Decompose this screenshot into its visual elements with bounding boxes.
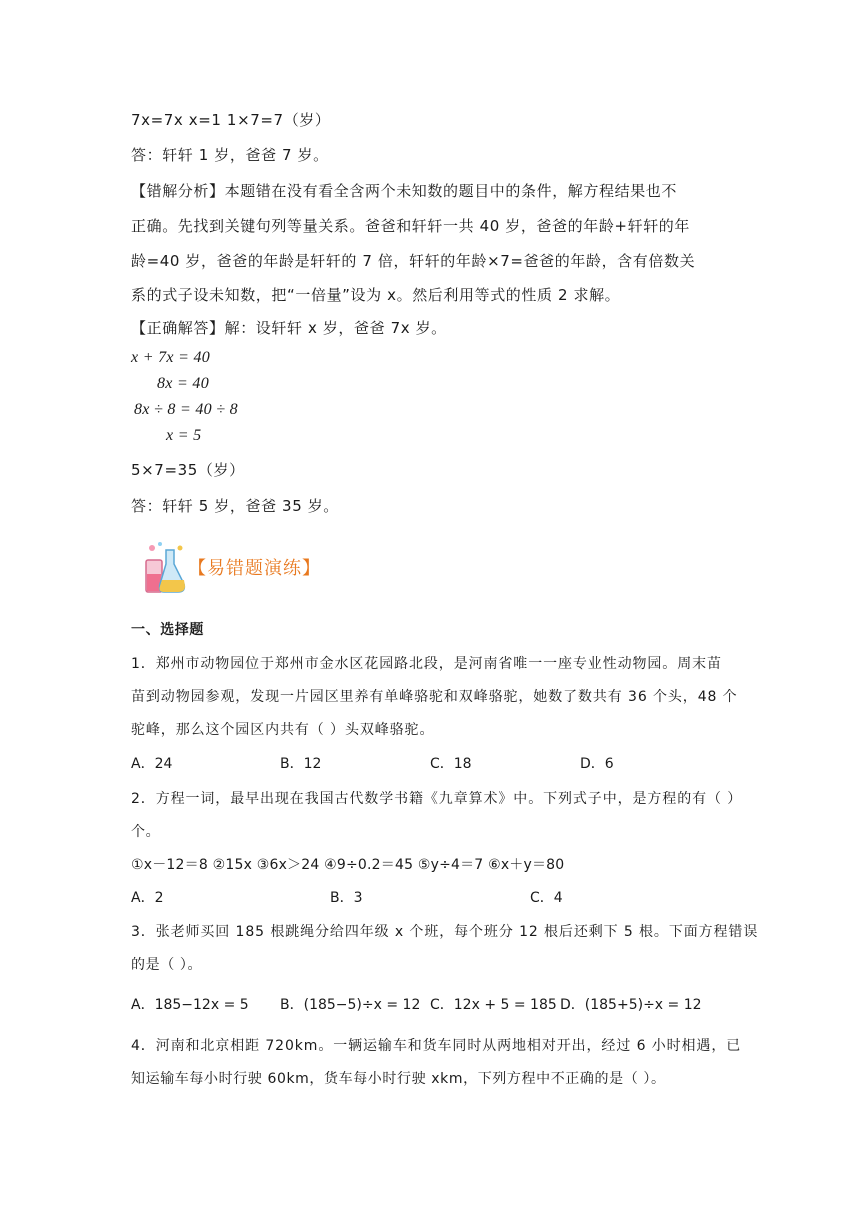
q4-line-2: 知运输车每小时行驶 60km，货车每小时行驶 xkm，下列方程中不正确的是（ ）。 [131, 1071, 666, 1087]
q3-option-b: B．(185−5)÷x = 12 [280, 997, 421, 1013]
line-4: 正确。先找到关键句列等量关系。爸爸和轩轩一共 40 岁，爸爸的年龄+轩轩的年 [131, 217, 690, 235]
q1-option-d: D．6 [580, 756, 614, 772]
q2-option-c: C．4 [530, 890, 563, 906]
equation-4: x = 5 [166, 427, 202, 444]
q1-line-3: 驼峰，那么这个园区内共有（ ）头双峰骆驼。 [131, 722, 435, 738]
line-8: 5×7=35（岁） [131, 461, 245, 479]
line-5: 龄=40 岁，爸爸的年龄是轩轩的 7 倍，轩轩的年龄×7=爸爸的年龄，含有倍数关 [131, 252, 696, 270]
line-1: 7x=7x x=1 1×7=7（岁） [131, 111, 331, 129]
line-7: 【正确解答】解：设轩轩 x 岁，爸爸 7x 岁。 [131, 319, 447, 337]
q3-line-1: 3．张老师买回 185 根跳绳分给四年级 x 个班，每个班分 12 根后还剩下 5 根。下面方程错误 [131, 924, 759, 940]
q2-line-2: 个。 [131, 824, 161, 840]
q1-option-b: B．12 [280, 756, 322, 772]
q1-line-1: 1．郑州市动物园位于郑州市金水区花园路北段，是河南省唯一一座专业性动物园。周末苗 [131, 656, 722, 672]
q2-line-1: 2．方程一词，最早出现在我国古代数学书籍《九章算术》中。下列式子中，是方程的有（ ） [131, 791, 743, 807]
q3-line-2: 的是（ ）。 [131, 957, 203, 973]
q3-option-d: D．(185+5)÷x = 12 [560, 997, 702, 1013]
equation-1: x + 7x = 40 [131, 349, 211, 366]
q1-option-c: C．18 [430, 756, 472, 772]
equation-3: 8x ÷ 8 = 40 ÷ 8 [134, 401, 238, 418]
section-heading: 【易错题演练】 [188, 558, 321, 579]
subheading: 一、选择题 [131, 622, 204, 638]
q2-option-a: A．2 [131, 890, 164, 906]
q1-option-a: A．24 [131, 756, 173, 772]
q3-option-c: C．12x + 5 = 185 [430, 997, 557, 1013]
q4-line-1: 4．河南和北京相距 720km。一辆运输车和货车同时从两地相对开出，经过 6 小时相遇，已 [131, 1038, 742, 1054]
q1-line-2: 苗到动物园参观，发现一片园区里养有单峰骆驼和双峰骆驼，她数了数共有 36 个头，48 个 [131, 689, 738, 705]
line-9: 答：轩轩 5 岁，爸爸 35 岁。 [131, 497, 339, 515]
q2-line-3: ①x－12＝8 ②15x ③6x＞24 ④9÷0.2＝45 ⑤y÷4＝7 ⑥x＋y＝80 [131, 857, 565, 873]
equation-2: 8x = 40 [157, 375, 209, 392]
q2-option-b: B．3 [330, 890, 363, 906]
line-2: 答：轩轩 1 岁，爸爸 7 岁。 [131, 146, 329, 164]
line-3: 【错解分析】本题错在没有看全含两个未知数的题目中的条件，解方程结果也不 [131, 182, 678, 200]
line-6: 系的式子设未知数，把“一倍量”设为 x。然后利用等式的性质 2 求解。 [131, 286, 621, 304]
flask-icon [140, 540, 188, 596]
q3-option-a: A．185−12x = 5 [131, 997, 249, 1013]
